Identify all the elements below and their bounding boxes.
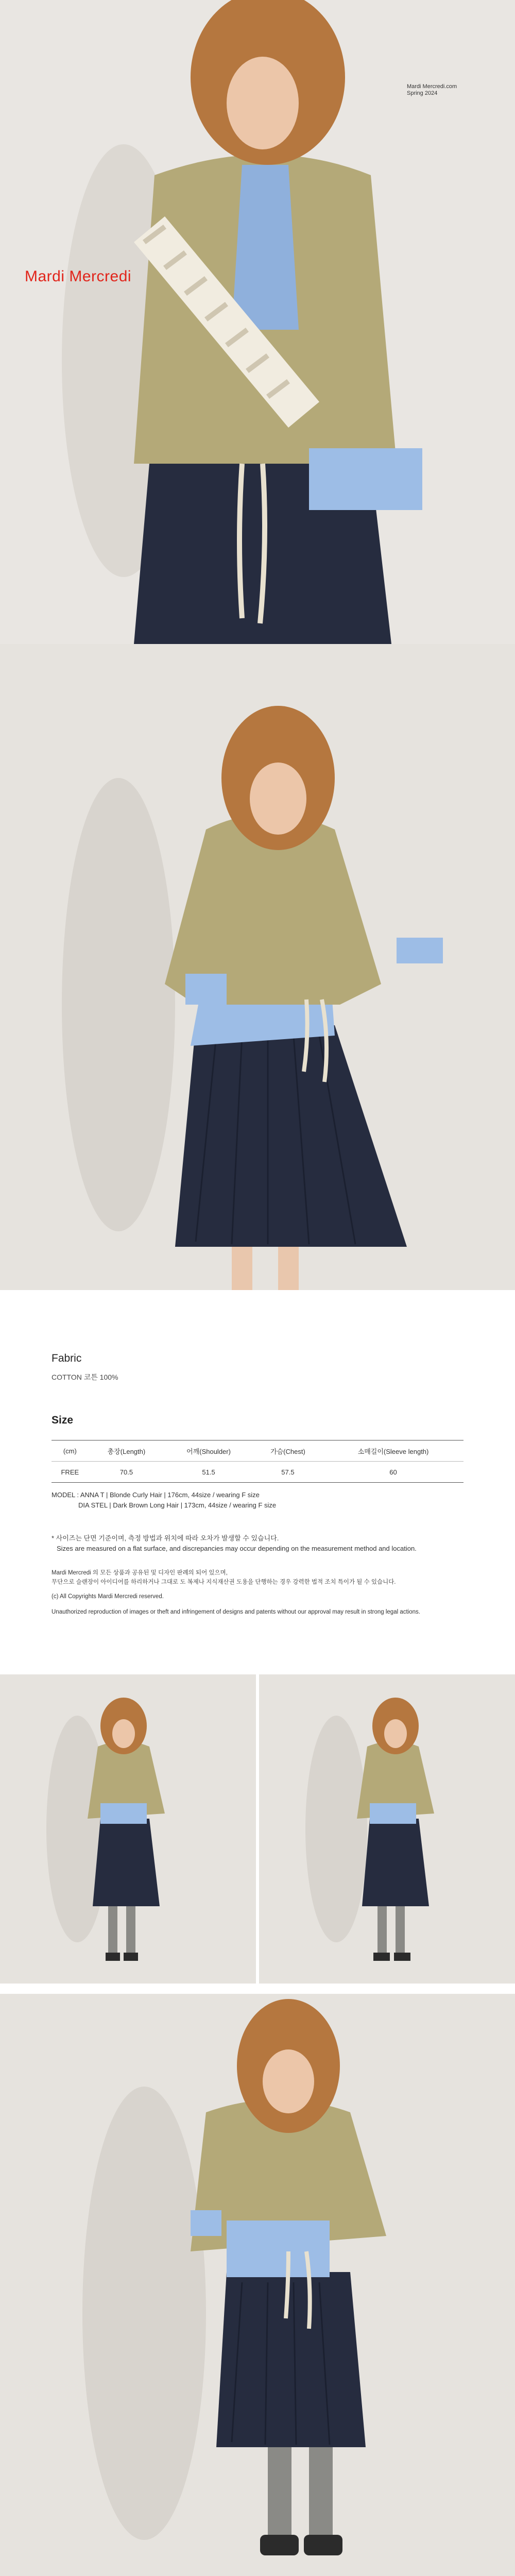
fabric-composition: COTTON 코튼 100% <box>52 1373 118 1381</box>
size-cell: FREE <box>61 1468 79 1476</box>
size-col-header: 가슴(Chest) <box>270 1447 305 1455</box>
brand-corner-text <box>407 83 457 97</box>
brand-corner-line: Spring 2024 <box>407 90 438 96</box>
size-col-header: (cm) <box>63 1447 77 1455</box>
large-photo-illustration <box>0 1994 515 2576</box>
size-notes <box>52 1533 464 1554</box>
size-cell: 51.5 <box>202 1468 215 1476</box>
table-row <box>52 1462 464 1483</box>
size-col-header: 소매길이(Sleeve length) <box>357 1447 429 1455</box>
size-cell: 70.5 <box>119 1468 133 1476</box>
brand-corner-line: Mardi Mercredi.com <box>407 83 457 90</box>
size-note-line: Sizes are measured on a flat surface, and discrepancies may occur depending on the measurement method and location. <box>57 1545 417 1552</box>
size-col-header: 어깨(Shoulder) <box>186 1447 231 1455</box>
size-table-header-row <box>52 1440 464 1462</box>
size-cell: 57.5 <box>281 1468 295 1476</box>
product-info-section <box>52 1352 464 1617</box>
right-photo-illustration <box>259 1674 515 1984</box>
size-heading: Size <box>52 1414 74 1426</box>
model-line: MODEL : ANNA T | Blonde Curly Hair | 176cm, 44size / wearing F size <box>52 1491 260 1499</box>
size-table <box>52 1440 464 1483</box>
copyright-line: (c) All Copyrights Mardi Mercredi reserved. <box>52 1594 164 1600</box>
legal-line: Mardi Mercredi 의 모든 상품과 공유된 및 디자인 판례의 되어 있으며, <box>52 1570 228 1576</box>
product-photo-right <box>259 1674 515 1984</box>
model-line: DIA STEL | Dark Brown Long Hair | 173cm, 44size / wearing F size <box>78 1501 277 1509</box>
fabric-heading: Fabric <box>52 1352 82 1364</box>
product-photo-left <box>0 1674 256 1984</box>
left-photo-illustration <box>0 1674 256 1984</box>
size-cell: 60 <box>389 1468 397 1476</box>
size-col-header: 총장(Length) <box>107 1447 146 1455</box>
product-photo-full <box>0 644 515 1290</box>
product-photo-large <box>0 1994 515 2576</box>
legal-line: Unauthorized reproduction of images or theft and infringement of designs and patents without our approval may result in strong legal actions. <box>52 1609 420 1615</box>
size-note-line: * 사이즈는 단면 기준이며, 측정 방법과 위치에 따라 오차가 발생할 수 있습니다. <box>52 1534 279 1542</box>
model-info <box>52 1490 464 1511</box>
legal-notice <box>52 1568 464 1617</box>
brand-logo: Mardi Mercredi <box>25 268 132 285</box>
legal-line: 무단으로 슬랜장이 아이디어를 하리하거나 그대로 도 복제나 지식재산권 도용을 단행하는 경우 강력한 법적 조치 특이가 될 수 있습니다. <box>52 1579 396 1585</box>
full-look-photo-illustration <box>0 644 515 1290</box>
